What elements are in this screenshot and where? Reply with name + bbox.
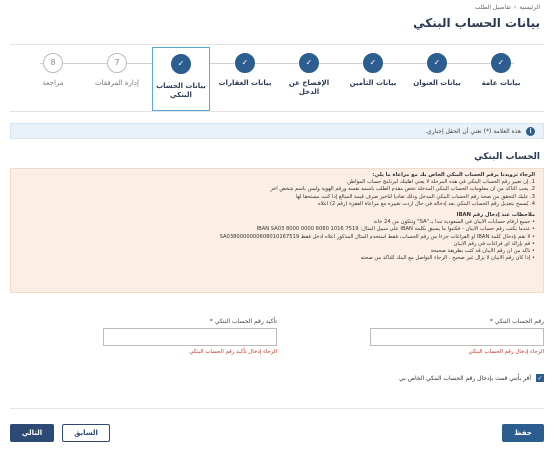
step-label: بيانات العقارات: [218, 79, 272, 87]
check-icon: ✓: [235, 53, 255, 73]
info-icon: i: [526, 127, 535, 136]
step-label: بيانات التأمين: [349, 79, 397, 87]
section-title: الحساب البنكي: [474, 152, 540, 162]
step-address[interactable]: [408, 45, 466, 113]
confirm-bank-account-label: تأكيد رقم الحساب البنكي *: [209, 318, 277, 325]
step-label: مراجعة: [42, 79, 64, 87]
required-notice: [10, 123, 544, 139]
breadcrumb: [475, 4, 540, 11]
step-income-disclosure[interactable]: [280, 45, 338, 113]
bank-account-input[interactable]: [370, 328, 544, 346]
save-button[interactable]: حفظ: [502, 424, 544, 442]
agreement-label: أقر بأنني قمت بإدخال رقم الحساب البنكي الخاص بي: [399, 374, 531, 382]
check-icon: ✓: [363, 53, 383, 73]
check-icon: ✓: [427, 53, 447, 73]
iban-note-item: • قم بإزالة أي فراغات في رقم الآيبان: [453, 240, 535, 247]
step-label: بيانات عامة: [481, 79, 521, 87]
agreement-row[interactable]: [399, 374, 544, 382]
instruction-item: 3. عليك التحقق من صحة رقم الحساب البنكي المدخل وذلك تفاديا لتأخير صرف قيمة المبالغ إذا كنت مستحقا لها: [295, 193, 535, 200]
step-bank-account[interactable]: [152, 47, 210, 111]
step-number: 8: [43, 53, 63, 73]
bank-account-field: [370, 318, 544, 355]
step-label: إدارة المرفقات: [95, 79, 139, 87]
iban-notes-heading: ملاحظات عند إدخال رقم IBAN: [456, 212, 535, 219]
iban-note-item: • إذا كان رقم الآيبان لا يزال غير صحيح ، الرجاء التواصل مع البنك للتأكد من صحته: [360, 255, 535, 262]
check-icon: ✓: [171, 54, 191, 74]
instructions-box: [10, 168, 544, 293]
check-icon: ✓: [299, 53, 319, 73]
step-real-estate[interactable]: [216, 45, 274, 113]
step-insurance[interactable]: [344, 45, 402, 113]
instructions-heading: الرجاء تزويدنا برقم الحساب البنكي الخاص بك مع مراعاة ما يلي:: [372, 172, 535, 178]
step-general-info[interactable]: [472, 45, 530, 113]
step-number: 7: [107, 53, 127, 73]
bank-account-label: رقم الحساب البنكي *: [489, 318, 544, 325]
iban-note-item: • تأكد من أن رقم الآيبان قد كتب بطريقة صحيحة: [430, 248, 535, 255]
iban-note-item: • عندما يكتب رقم حساب الآيبان - فكتبوا ما يسبق بكلمة IBAN على سبيل المثال: IBAN SA03 8000 0000 6080 1016 7519: [256, 226, 535, 233]
instruction-item: 4. يُسمح بتعديل رقم الحساب البنكي بعد إدخاله في حال أردت تغييره مع مراعاة الفقرة (رقم 2) أعلاه: [317, 200, 535, 207]
next-button[interactable]: التالي: [10, 424, 54, 442]
divider: [10, 408, 544, 409]
breadcrumb-current: تفاصيل الطلب: [474, 4, 511, 11]
breadcrumb-home[interactable]: الرئيسية: [519, 4, 540, 11]
agreement-checkbox[interactable]: ✓: [537, 375, 543, 382]
instruction-item: 1. إن تغيير رقم الحساب البنكي في هذه المرحلة لا يعني أهليتك لبرنامج حساب المواطن: [347, 179, 535, 186]
step-label: بيانات الحساب البنكي: [156, 82, 206, 99]
iban-note-item: • لا تقم بإدخال كلمة IBAN أو الفراغات جزءاً من رقم الحساب، فقط استخدم المثال المذكور أعلاه أدخل فقط SA0380000000608010167519: [219, 233, 535, 240]
breadcrumb-separator: ›: [513, 4, 517, 11]
confirm-bank-account-error: الرجاء إدخال تأكيد رقم الحساب البنكي: [189, 349, 277, 355]
step-label: بيانات العنوان: [413, 79, 461, 87]
check-icon: ✓: [491, 53, 511, 73]
step-review[interactable]: [24, 45, 82, 113]
previous-button[interactable]: السابق: [62, 424, 110, 442]
page-title: بيانات الحساب البنكي: [413, 16, 540, 30]
wizard-stepper: [10, 44, 544, 112]
step-label: الإفصاح عن الدخل: [288, 79, 330, 96]
required-notice-text: هذه العلامة (*) تعني أن الحقل إجباري.: [425, 128, 521, 135]
bank-account-error: الرجاء إدخال رقم الحساب البنكي: [468, 349, 544, 355]
step-attachments[interactable]: [88, 45, 146, 113]
iban-note-item: • جميع أرقام حسابات الآيبان في السعودية تبدأ بـ "SA" وتتكون من 24 خانة: [373, 219, 535, 226]
instruction-item: 2. يجب التأكد من أن معلومات الحساب البنكي المدخلة تخص مقدم الطلب باسمه نفسه ورقم الهوية وليس باسم شخص آخر: [270, 186, 535, 193]
confirm-bank-account-field: [103, 318, 277, 355]
confirm-bank-account-input[interactable]: [103, 328, 277, 346]
